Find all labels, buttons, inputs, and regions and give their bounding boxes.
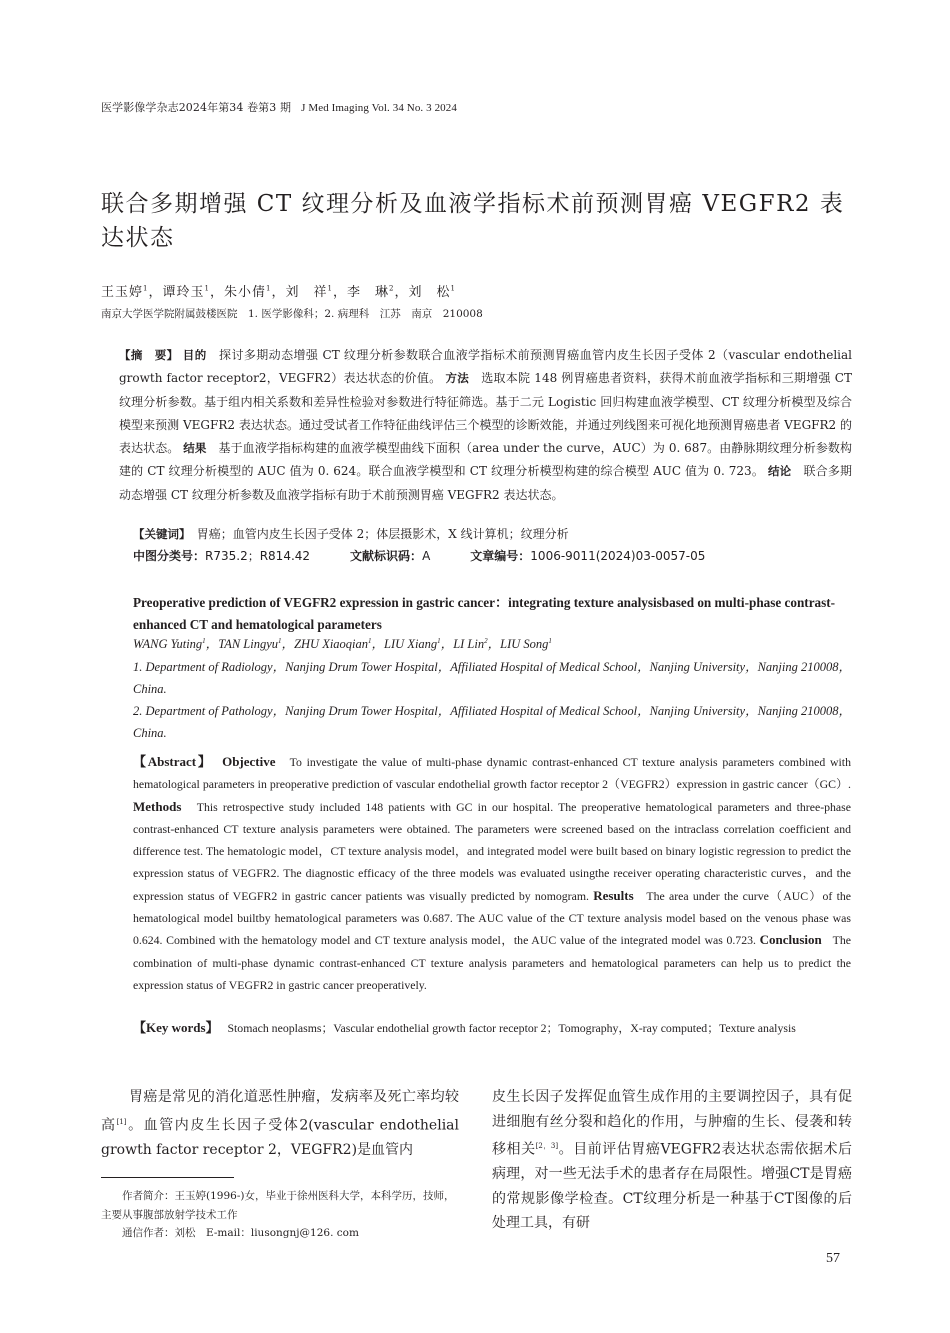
author: 刘 松 [408, 285, 451, 300]
objective-label: 目的 [182, 348, 207, 362]
body-column-left: 胃癌是常见的消化道恶性肿瘤，发病率及死亡率均较高[1]。血管内皮生长因子受体2(vascular endothelial growth factor receptor 2，VEGFR2)是血管内 [101, 1089, 459, 1158]
classification-line: 中图分类号：R735.2；R814.42 文献标识码：A 文章编号：1006-9011(2024)03-0057-05 [133, 549, 706, 563]
keywords-en: 【Key words】 Stomach neoplasms；Vascular endothelial growth factor receptor 2；Tomography，X-ray computed；Texture analysis [133, 1020, 796, 1035]
author: 谭玲玉 [162, 285, 205, 300]
english-author-list: WANG Yuting$^1$，TAN Lingyu$^1$，ZHU Xiaoqian$^1$，LIU Xiang$^1$，LI Lin$^2$，LIU Song$^1$ [133, 636, 552, 651]
corresponding-author: 通信作者：刘松 E-mail：liusongnj@126. com [122, 1227, 359, 1239]
footnote-divider [101, 1177, 234, 1178]
citation: [2，3] [535, 1142, 559, 1150]
running-header [101, 99, 457, 115]
conclusion-label: 结论 [767, 464, 792, 479]
footnote [101, 1187, 459, 1243]
author: 刘 祥 [285, 285, 328, 300]
affiliation: 南京大学医学院附属鼓楼医院 1. 医学影像科；2. 病理科 江苏 南京 210008 [101, 308, 483, 320]
abstract-cn: 【摘 要】 目的 探讨多期动态增强 CT 纹理分析参数联合血液学指标术前预测胃癌血管内皮生长因子受体 2（vascular endothelial growth factor receptor2，VEGFR2）表达状态的价值。 方法 选取本院 148 例胃癌患者资料，获得术前血液学指标和三期增强 CT 纹理分析参数。基于组内相关系数和差异性检验对参数进行特征筛选。基于二元 Logistic 回归构建血液学模型、CT 纹理分析模型及综合模型来预测 VEGFR2 表达状态。通过受试者工作特征曲线评估三个模型的诊断效能，并通过列线图来可视化地预测胃癌患者 VEGFR2 的表达状态。 结果 基于血液学指标构建的血液学模型曲线下面积（area under the curve，AUC）为 0. 687。由静脉期纹理分析参数构建的 CT 纹理分析模型的 AUC 值为 0. 624。联合血液学模型和 CT 纹理分析模型构建的综合模型 AUC 值为 0. 723。 结论 联合多期动态增强 CT 纹理分析参数及血液学指标有助于术前预测胃癌 VEGFR2 表达状态。 [119, 348, 852, 502]
keywords-cn: 【关键词】 胃癌；血管内皮生长因子受体 2；体层摄影术，X 线计算机；纹理分析 [133, 527, 569, 541]
english-affiliation-1: 1. Department of Radiology，Nanjing Drum Tower Hospital，Affiliated Hospital of Medical School，Nanjing University，Nanjing 210008，China. [133, 660, 851, 696]
abstract-en: 【Abstract】 Objective To investigate the value of multi-phase dynamic contrast-enhanced CT texture analysis parameters combined with hematological parameters in preoperative prediction of vascular endothelial growth factor receptor 2（VEGFR2）expression in gastric cancer（GC）. Methods This retrospective study included 148 patients with GC in our hospital. The preoperative hematological parameters and three-phase contrast-enhanced CT texture analysis parameters were obtained. The parameters were screened based on the intraclass correlation coefficient and difference test. The hematologic model，CT texture analysis model，and integrated model were built based on binary logistic regression to predict the expression status of VEGFR2. The diagnostic efficacy of the three models was evaluated usingthe receiver operating characteristic curves，and the expression status of VEGFR2 in gastric cancer patients was visually predicted by nomogram. Results The area under the curve（AUC）of the hematological model builtby hematological parameters was 0.687. The AUC value of the CT texture analysis model based on the venous phase was 0.624. Combined with the hematology model and CT texture analysis model，the AUC value of the integrated model was 0.723. Conclusion The combination of multi-phase dynamic contrast-enhanced CT texture analysis parameters and hematological parameters can help us to predict the expression status of VEGFR2 in gastric cancer preoperatively. [133, 754, 851, 992]
article-title: 联合多期增强 CT 纹理分析及血液学指标术前预测胃癌 VEGFR2 表达状态 [101, 191, 845, 251]
abstract-label: 【摘 要】 [119, 348, 179, 362]
header-en: J Med Imaging Vol. 34 No. 3 2024 [301, 102, 457, 114]
header-cn: 医学影像学杂志2024年第34 卷第3 期 [101, 101, 292, 114]
author: 王玉婷 [101, 285, 144, 300]
methods-label: 方法 [445, 371, 469, 386]
english-affiliation-2: 2. Department of Pathology，Nanjing Drum Tower Hospital，Affiliated Hospital of Medical School，Nanjing University，Nanjing 210008，China. [133, 704, 851, 740]
citation: [1] [116, 1117, 127, 1126]
page-number: 57 [826, 1251, 840, 1266]
author-intro: 作者简介：王玉婷(1996-)女，毕业于徐州医科大学，本科学历，技师，主要从事腹部放射学技术工作 [101, 1190, 455, 1221]
english-title: Preoperative prediction of VEGFR2 expression in gastric cancer：integrating texture analysisbased on multi-phase contrast-enhanced CT and hematological parameters [133, 595, 836, 632]
author: 朱小倩 [224, 285, 267, 300]
author: 李 琳 [347, 285, 390, 300]
body-column-right: 皮生长因子发挥促血管生成作用的主要调控因子，具有促进细胞有丝分裂和趋化的作用，与肿瘤的生长、侵袭和转移相关[2，3]。目前评估胃癌VEGFR2表达状态需依据术后病理，对一些无法手术的患者存在局限性。增强CT是胃癌的常规影像学检查。CT纹理分析是一种基于CT图像的后处理工具，有研 [492, 1089, 853, 1232]
results-label: 结果 [183, 441, 207, 456]
author-list: 王玉婷$^1$，谭玲玉$^1$，朱小倩$^1$，刘 祥$^1$，李 琳$^2$，刘 松$^1$ [101, 284, 456, 300]
